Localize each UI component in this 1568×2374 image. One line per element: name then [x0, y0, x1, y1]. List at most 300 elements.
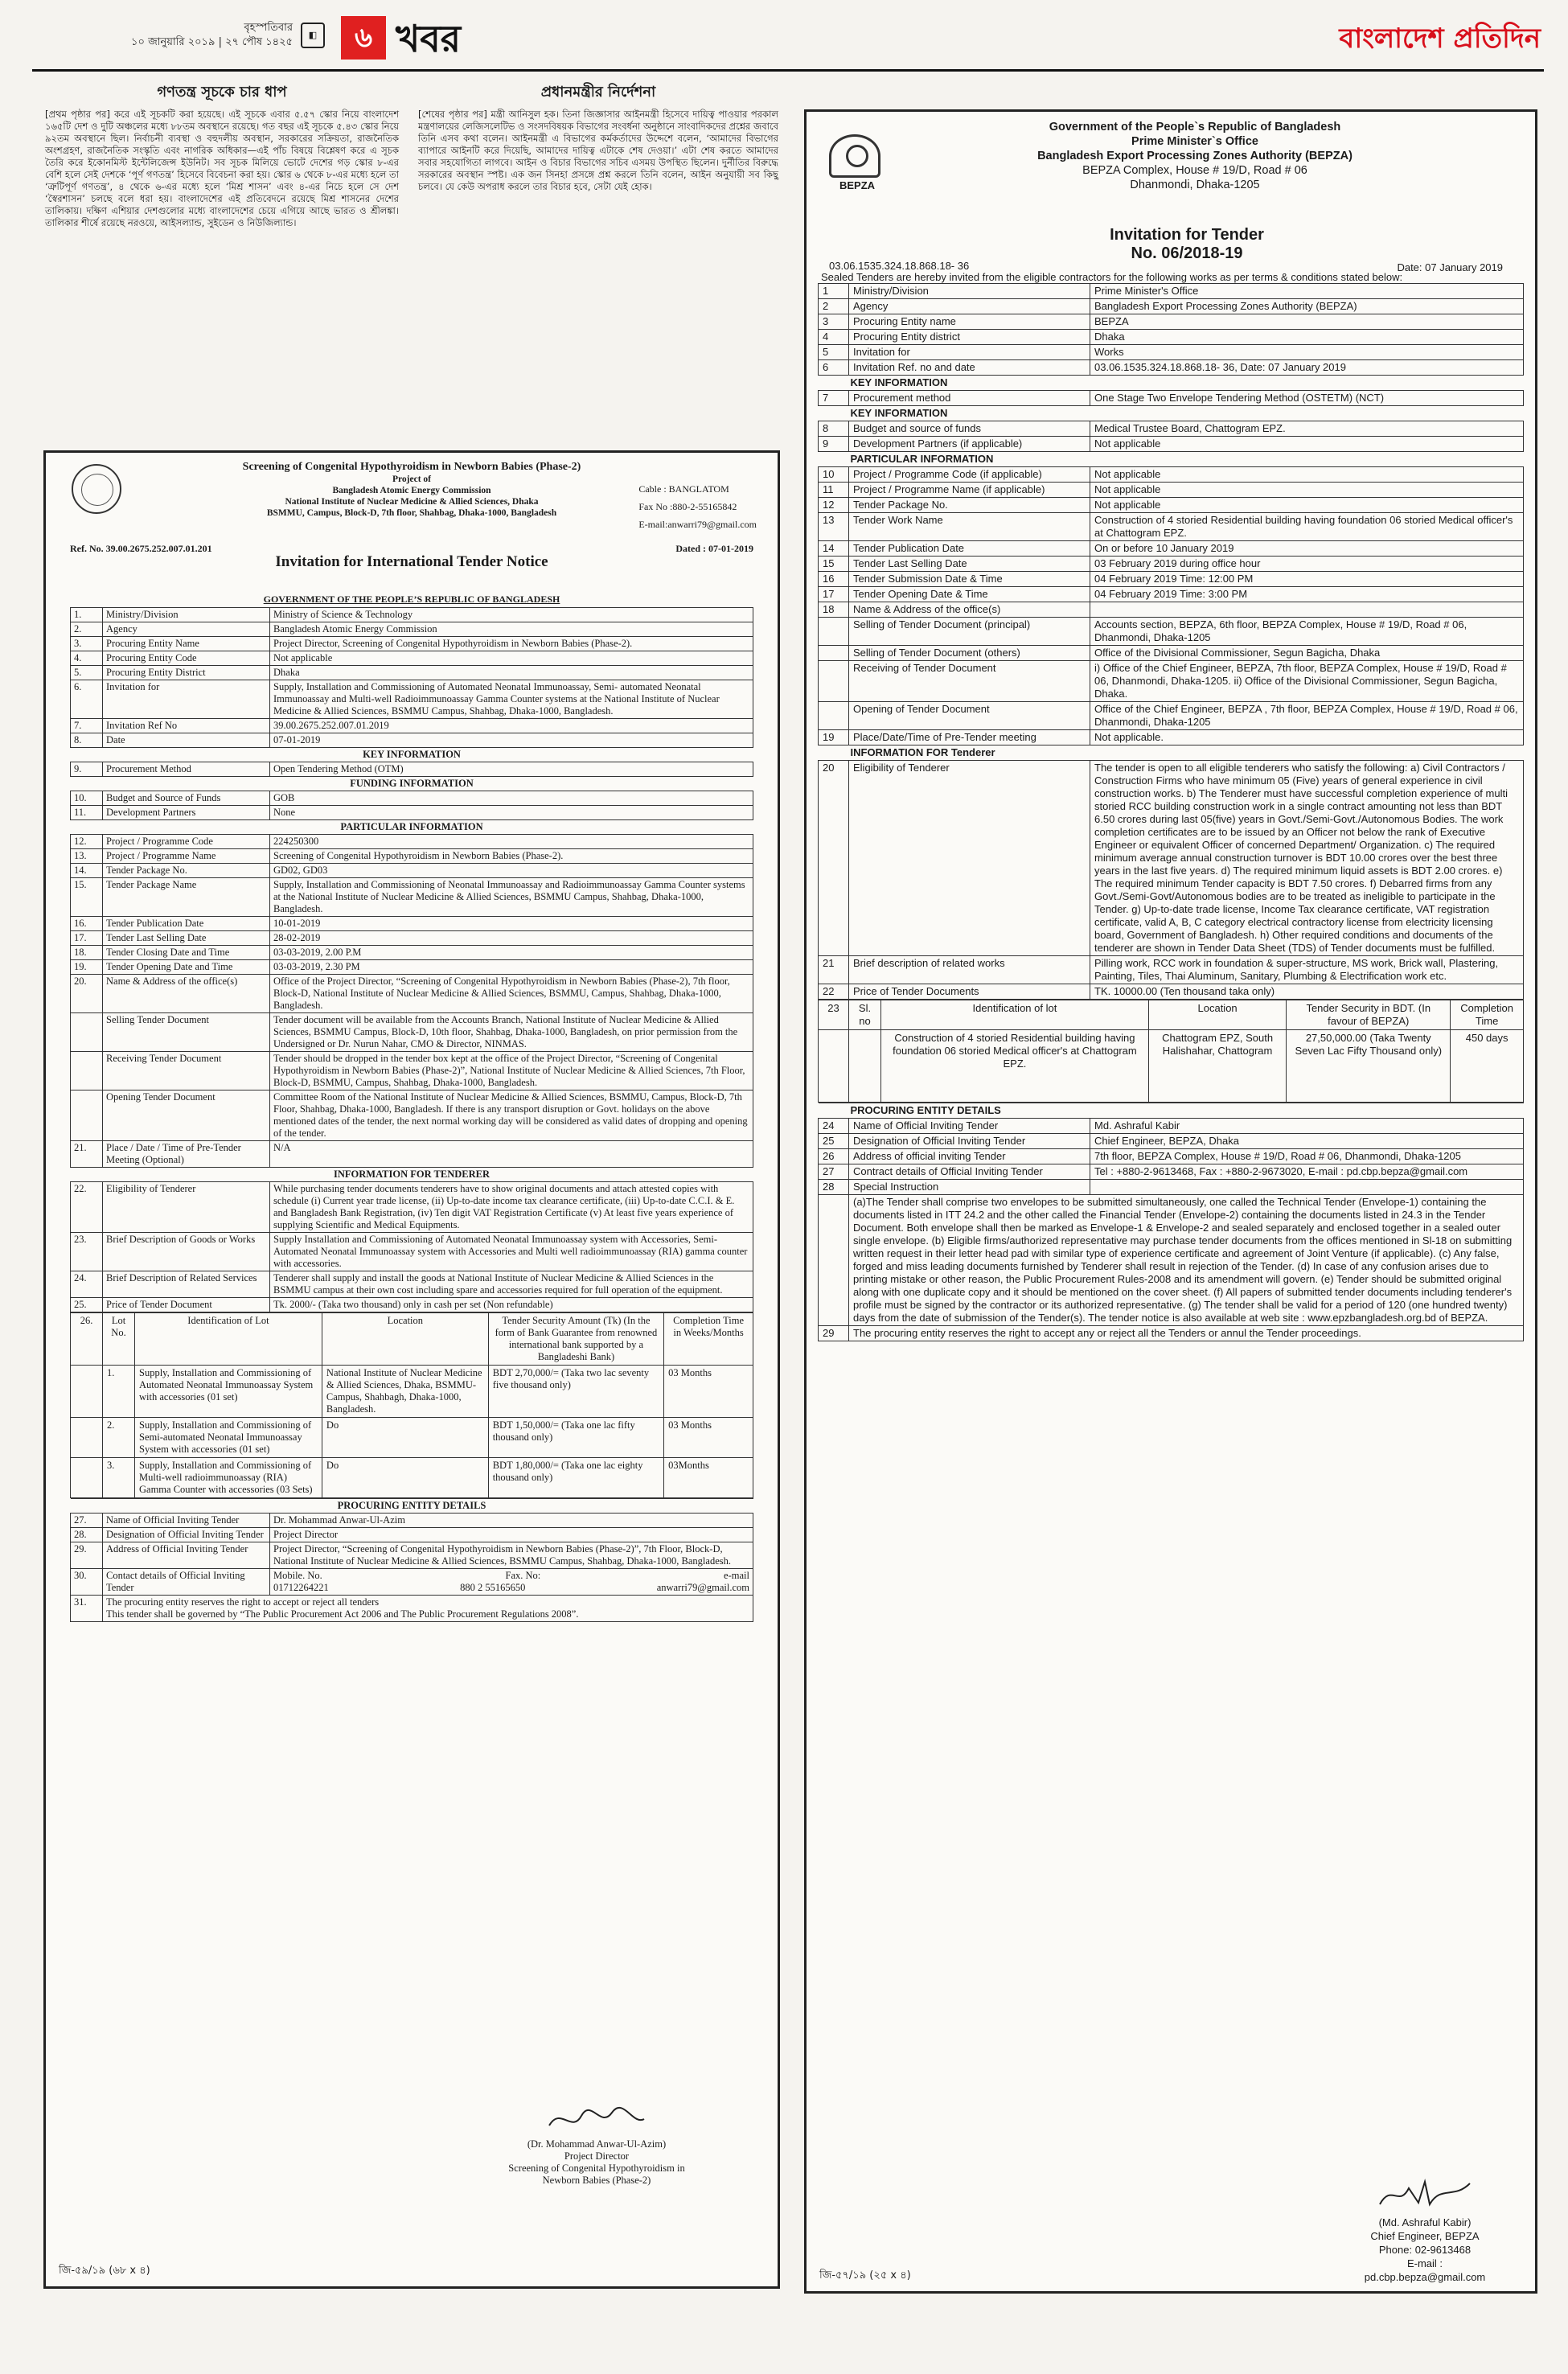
field-label: Eligibility of Tenderer [849, 761, 1090, 956]
table-row [71, 719, 753, 733]
section-heading: INFORMATION FOR Tenderer [819, 745, 1524, 761]
section-heading: PROCURING ENTITY DETAILS [819, 1103, 1524, 1119]
row-number [819, 618, 849, 646]
field-label: Selling of Tender Document (others) [849, 646, 1090, 661]
row-number: 17. [71, 931, 103, 946]
field-label: Project / Programme Name [103, 849, 270, 864]
lot-no: 3. [103, 1458, 135, 1498]
table-row [819, 702, 1524, 730]
special-instructions: (a)The Tender shall comprise two envelopes to be submitted simultaneously, one called the Technical Tender (Envelope-1) containing the documents listed in ITT 24.2 and the other called the Financial Tender (Envelope-2) containing the documents listed in 24.3 in the Tender Document. Both envelope shall then be marked as Envelope-1 & Envelope-2 and sealed separately and enclosed together in a sealed outer single envelope. (b) Eligible firms/authorized representative may purchase tender documents from the offices mentioned in Sl-18 on submitting written request in their letter head pad with similar type of experience certificate and agreement of Joint Venture (if applicable). (c) Any false, forged and miss leading documents furnished by Tenderer shall result in rejection of the Tender. (d) In case of any confusion arises due to printing mistake or other reason, the Public Procurement Rules-2008 and its amendment will govern. (e) Tender should be submitted original along with one duplicate copy and it should be mentioned on the cover sheet. (f) All papers of submitted tender documents including tenderer's profile must be signed by the contractor or its authorized representative. (g) The tender shall be valid for a period of 120 (one hundred twenty) days from the date of submission of the Tender(s). The tender notice is also available at web site : www.epzbangladesh.org.bd of BEPZA. [849, 1195, 1524, 1326]
lot-row [819, 1030, 1524, 1103]
field-value: 03-03-2019, 2.30 PM [270, 960, 753, 975]
date-label: ১০ জানুয়ারি ২০১৯ | ২৭ পৌষ ১৪২৫ [131, 36, 293, 48]
row-number: 16. [71, 917, 103, 931]
field-label: Tender Closing Date and Time [103, 946, 270, 960]
field-value: Tenderer shall supply and install the goods at National Institute of Nuclear Medicine & Allied Sciences in the BSMMU campus at their own cost including spare and accessories required for full operation of the equipment. [270, 1271, 753, 1298]
table-row [71, 960, 753, 975]
table-row [819, 602, 1524, 618]
row-number: 3. [71, 637, 103, 651]
field-label: Selling Tender Document [103, 1013, 270, 1052]
field-value: Bangladesh Atomic Energy Commission [270, 622, 753, 637]
table-row [819, 452, 1524, 467]
lot-no: 1. [103, 1366, 135, 1418]
lot-spacer [849, 1030, 881, 1103]
table-row [819, 345, 1524, 360]
lot-id: Supply, Installation and Commissioning of Semi-automated Neonatal Immunoassay System with accessories (01 set) [135, 1418, 322, 1458]
field-value: Office of the Chief Engineer, BEPZA , 7th floor, BEPZA Complex, House # 19/D, Road # 06, Dhanmondi, Dhaka-1205 [1090, 702, 1524, 730]
field-value: Construction of 4 storied Residential building having foundation 06 storied Medical officer's at Chattogram EPZ. [1090, 513, 1524, 541]
section-heading: KEY INFORMATION [819, 406, 1524, 421]
lot-id: Supply, Installation and Commissioning of Multi-well radioimmunoassay (RIA) Gamma Counter with accessories (03 Sets) [135, 1458, 322, 1498]
field-value: Prime Minister's Office [1090, 284, 1524, 299]
tender-info-table [818, 283, 1524, 1000]
story-headline: প্রধানমন্ত্রীর নির্দেশনা [540, 84, 656, 101]
column-header: Tender Security in BDT. (In favour of BEPZA) [1287, 1000, 1451, 1030]
field-label: Tender Opening Date and Time [103, 960, 270, 975]
section-heading: INFORMATION FOR TENDERER [71, 1168, 753, 1182]
field-value: None [270, 806, 753, 820]
field-value [1090, 1180, 1524, 1195]
header-line: Project of [392, 474, 431, 484]
row-number: 19 [819, 730, 849, 745]
row-number: 10. [71, 791, 103, 806]
row-number: 18 [819, 602, 849, 618]
field-label: Invitation Ref No [103, 719, 270, 733]
field-label: Tender Last Selling Date [103, 931, 270, 946]
field-value: Chief Engineer, BEPZA, Dhaka [1090, 1134, 1524, 1149]
field-label: Tender Publication Date [849, 541, 1090, 557]
logo-text: BEPZA [839, 179, 876, 191]
notice-title: Invitation for Tender [1110, 226, 1264, 244]
table-row [71, 878, 753, 917]
table-row [819, 745, 1524, 761]
row-number: 4. [71, 651, 103, 666]
row-number: 10 [819, 467, 849, 483]
field-label: Contact details of Official Inviting Tender [103, 1569, 270, 1596]
field-label: Tender Package Name [103, 878, 270, 917]
mobile-label: Mobile. No. [273, 1570, 322, 1581]
field-value: The tender is open to all eligible tenderers who satisfy the following: a) Civil Contractors / Construction Firms who have minimum 05 (Five) years of general experience in civil construction works. b) The Tenderer must have successful completion experience of multi storied RCC building construction work in a single contract amounting not less than BDT 6.50 crores during last 05(five) years in Govt./Semi-Govt./Autonomous Bodies. The work completion certificates are to be issued by an Officer not below the rank of Executive Engineer or equivalent Officer of concerned Department/ Organization. c) The required minimum average annual construction turnover is BDT 10.00 crores over the best three years in the last five years. d) The required minimum liquid assets is BDT 2.00 crores. e) The required minimum Tender capacity is BDT 7.50 crores. f) Debarred firms from any Govt./Semi-Govt/Autonomous bodies are to be treated as ineligible to participate in the Tender. g) Up-to-date trade license, Income Tax clearance certificate, VAT registration certificate, valid A, B, C category electrical contractory license from electricity licensing board, Government of Bangladesh. h) Other required conditions and documents of the tenderer are shown in Tender Data Sheet (TDS) of Tender documents must be fulfilled. [1090, 761, 1524, 956]
field-label: Tender Work Name [849, 513, 1090, 541]
handwritten-signature [464, 2101, 729, 2138]
lot-header-row [71, 1313, 753, 1366]
lot-loc: National Institute of Nuclear Medicine & Allied Sciences, Dhaka, BSMMU-Campus, Shahbagh, Dhaka-1000, Bangladesh. [322, 1366, 488, 1418]
mobile-number: 01712264221 [273, 1582, 329, 1593]
signatory-title: Project Director [564, 2150, 630, 2162]
column-header: Completion Time in Weeks/Months [664, 1313, 753, 1366]
field-value: 7th floor, BEPZA Complex, House # 19/D, Road # 06, Dhanmondi, Dhaka-1205 [1090, 1149, 1524, 1164]
row-number: 12 [819, 498, 849, 513]
signatory-email: E-mail : pd.cbp.bepza@gmail.com [1364, 2257, 1486, 2283]
header-line: Bangladesh Export Processing Zones Authority (BEPZA) [1037, 150, 1353, 162]
field-label: Invitation for [849, 345, 1090, 360]
row-number [819, 646, 849, 661]
field-label: Ministry/Division [849, 284, 1090, 299]
row-number [819, 1195, 849, 1326]
table-row [71, 1052, 753, 1090]
row-number: 8 [819, 421, 849, 437]
lot-sec: BDT 1,50,000/= (Taka one lac fifty thousand only) [488, 1418, 663, 1458]
header-line: Prime Minister`s Office [1131, 135, 1258, 148]
field-value: Bangladesh Export Processing Zones Authority (BEPZA) [1090, 299, 1524, 314]
field-value: On or before 10 January 2019 [1090, 541, 1524, 557]
email-address: anwarri79@gmail.com [656, 1582, 749, 1593]
field-value: 04 February 2019 Time: 3:00 PM [1090, 587, 1524, 602]
masthead-tag-icon: ◧ [301, 23, 325, 48]
row-number: 28 [819, 1180, 849, 1195]
notice-number: No. 06/2018-19 [1131, 244, 1243, 262]
notice-title: Invitation for International Tender Notice [275, 553, 548, 570]
notice-date: Dated : 07-01-2019 [675, 543, 753, 554]
lot-spacer [819, 1030, 849, 1103]
field-value [1090, 602, 1524, 618]
field-value: One Stage Two Envelope Tendering Method (OSTETM) (NCT) [1090, 391, 1524, 406]
table-row [819, 646, 1524, 661]
page-number: ৬ [341, 16, 386, 60]
tender-notice-baec [43, 450, 780, 2289]
field-label: Price of Tender Documents [849, 984, 1090, 1000]
field-label: Designation of Official Inviting Tender [103, 1528, 270, 1542]
row-number: 4 [819, 330, 849, 345]
table-row [819, 1119, 1524, 1134]
table-row [819, 467, 1524, 483]
row-number: 2. [71, 622, 103, 637]
field-label: Procuring Entity Code [103, 651, 270, 666]
table-row [71, 637, 753, 651]
field-value: N/A [270, 1141, 753, 1168]
field-value: Md. Ashraful Kabir [1090, 1119, 1524, 1134]
table-row [71, 748, 753, 762]
field-label: Name of Official Inviting Tender [103, 1514, 270, 1528]
table-row [71, 1514, 753, 1528]
row-number [71, 1013, 103, 1052]
table-row [819, 572, 1524, 587]
field-label: Receiving of Tender Document [849, 661, 1090, 702]
field-label: Agency [103, 622, 270, 637]
table-row [71, 777, 753, 791]
field-label: Procurement method [849, 391, 1090, 406]
field-label: Tender Publication Date [103, 917, 270, 931]
row-number [819, 661, 849, 702]
field-value: 28-02-2019 [270, 931, 753, 946]
row-number [819, 702, 849, 730]
signature-block [464, 2101, 729, 2187]
field-label: Budget and Source of Funds [103, 791, 270, 806]
column-header: Sl. no [849, 1000, 881, 1030]
field-value: GD02, GD03 [270, 864, 753, 878]
table-row [71, 733, 753, 748]
fax-number: 880 2 55165650 [460, 1582, 526, 1593]
lot-time: 03Months [664, 1458, 753, 1498]
field-value: While purchasing tender documents tenderers have to show original documents and attach attested copies with schedule (i) Current year trade license, (ii) Up-to-date income tax clearance certificate, (iii) Up-to-date C.C.I. & E. and Bangladesh Bank Registration, (iv) Ten digit VAT Registration Certificate (v) At least five years experience of supplying Scientific and Medical Equipments. [270, 1182, 753, 1233]
field-label: Brief Description of Goods or Works [103, 1233, 270, 1271]
field-value: i) Office of the Chief Engineer, BEPZA, 7th floor, BEPZA Complex, House # 19/D, Road # 06, Dhanmondi, Dhaka-1205. ii) Office of the Divisional Commissioner, Segun Bagicha, Dhaka. [1090, 661, 1524, 702]
bepza-logo [829, 134, 885, 191]
field-value: Project Director [270, 1528, 753, 1542]
table-row [819, 956, 1524, 984]
table-row [71, 762, 753, 777]
lot-no: 2. [103, 1418, 135, 1458]
field-value: Dr. Mohammad Anwar-Ul-Azim [270, 1514, 753, 1528]
table-row [71, 1013, 753, 1052]
table-row [71, 835, 753, 849]
lot-time: 03 Months [664, 1366, 753, 1418]
table-row [819, 618, 1524, 646]
field-value: Dhaka [270, 666, 753, 680]
field-value: 07-01-2019 [270, 733, 753, 748]
signatory-project: Screening of Congenital Hypothyroidism in [508, 2162, 685, 2174]
handwritten-signature [1348, 2175, 1501, 2216]
table-row [71, 975, 753, 1013]
field-value: Supply, Installation and Commissioning of Automated Neonatal Immunoassay, Semi- automated Neonatal Immunoassay and Multi-well Radioimmunoassay Gamma Counter systems at the National Institute of Nuclear Medicine & Allied Sciences, BSMMU Campus, Shahbag, Dhaka-1000, Bangladesh. [270, 680, 753, 719]
field-label: Project / Programme Code (if applicable) [849, 467, 1090, 483]
lot-loc: Do [322, 1418, 488, 1458]
field-value: Not applicable [1090, 483, 1524, 498]
government-heading: GOVERNMENT OF THE PEOPLE’S REPUBLIC OF BANGLADESH [263, 594, 560, 605]
row-number: 24 [819, 1119, 849, 1134]
field-label: Procuring Entity Name [103, 637, 270, 651]
field-label: Agency [849, 299, 1090, 314]
field-value: 04 February 2019 Time: 12:00 PM [1090, 572, 1524, 587]
row-number: 22. [71, 1182, 103, 1233]
row-number: 29 [819, 1326, 849, 1341]
masthead-rule [32, 69, 1544, 72]
newspaper-logo: বাংলাদেশ প্রতিদিন [1339, 23, 1541, 55]
row-number: 9 [819, 437, 849, 452]
column-header: Completion Time [1451, 1000, 1524, 1030]
lot-loc: Chattogram EPZ, South Halishahar, Chattogram [1148, 1030, 1286, 1103]
field-value: 39.00.2675.252.007.01.2019 [270, 719, 753, 733]
field-label: Tender Submission Date & Time [849, 572, 1090, 587]
lot-table [818, 1000, 1524, 1103]
table-row [71, 1528, 753, 1542]
lot-row [71, 1366, 753, 1418]
field-label: Name & Address of the office(s) [849, 602, 1090, 618]
table-row [819, 730, 1524, 745]
row-number: 12. [71, 835, 103, 849]
row-number: 29. [71, 1542, 103, 1569]
reference-number: Ref. No. 39.00.2675.252.007.01.201 [70, 543, 212, 554]
column-header: Identification of Lot [135, 1313, 322, 1366]
row-number: 7 [819, 391, 849, 406]
table-row [71, 864, 753, 878]
lot-row [71, 1418, 753, 1458]
field-label: Address of Official Inviting Tender [103, 1542, 270, 1569]
field-value: Medical Trustee Board, Chattogram EPZ. [1090, 421, 1524, 437]
field-value: Supply, Installation and Commissioning of Neonatal Immunoassay and Radioimmunoassay Gamma Counter systems at the National Institute of Nuclear Medicine & Allied Sciences, BSMMU Campus, Shahbag, Dhaka-1000, Bangladesh. [270, 878, 753, 917]
table-row [819, 483, 1524, 498]
issue-date [108, 21, 293, 50]
field-label: Budget and source of funds [849, 421, 1090, 437]
field-label: Special Instruction [849, 1180, 1090, 1195]
lot-id: Construction of 4 storied Residential building having foundation 06 storied Medical officer's at Chattogram EPZ. [881, 1030, 1149, 1103]
bepza-gear-icon [829, 134, 880, 178]
table-row [819, 1180, 1524, 1195]
news-story-2 [418, 76, 778, 193]
lot-time: 450 days [1451, 1030, 1524, 1103]
row-number: 20. [71, 975, 103, 1013]
field-label: Receiving Tender Document [103, 1052, 270, 1090]
field-label: Eligibility of Tenderer [103, 1182, 270, 1233]
email-label: e-mail [724, 1570, 749, 1581]
row-number: 11 [819, 483, 849, 498]
table-row [819, 557, 1524, 572]
lot-id: Supply, Installation and Commissioning of Automated Neonatal Immunoassay System with accessories (01 set) [135, 1366, 322, 1418]
story-body: [শেষের পৃষ্ঠার পর] মন্ত্রী আনিসুল হক। তিনা জিজ্ঞাসার আইনমন্ত্রী হিসেবে দায়িত্ব পাওয়ার পরকাল মন্ত্রণালয়ের লেজিসলেটিভ ও সংসদবিষয়ক বিভাগের সংবর্ধনা অনুষ্ঠানে সাংবাদিকদের প্রশ্নের জবাবে তিনি এসব কথা বলেন। আইনমন্ত্রী এ বিভাগের কর্মকর্তাদের উদ্দেশে বলেন, ‘আমাদের বিভাগের ব্যাপারে আইনটি করে দিয়েছি, আমাদের দায়িত্ব এটাকে শেষ দেওয়া।’ এটা শেষ করতে আমাদের সবার সহযোগিতা লাগবে। আইন ও বিচার বিভাগের সচিব এসময় উপস্থিত ছিলেন। দুর্নীতির বিরুদ্ধে সরকারের অবস্থান স্পষ্ট। এক জন সিনহা প্রসঙ্গে প্রশ্ন করলে তিনি বলেন, আইন অনুযায়ী সব কিছু চলবে। যে কেউ অপরাধ করলে তার বিচার হবে, সেটা যেই হোক। [418, 109, 778, 192]
row-number: 1 [819, 284, 849, 299]
field-value: Open Tendering Method (OTM) [270, 762, 753, 777]
field-label: Selling of Tender Document (principal) [849, 618, 1090, 646]
table-row [71, 608, 753, 622]
contact-grid [270, 1569, 753, 1596]
story-headline: গণতন্ত্র সূচকে চার ধাপ [157, 84, 287, 101]
field-value: BEPZA [1090, 314, 1524, 330]
field-value: Screening of Congenital Hypothyroidism in Newborn Babies (Phase-2). [270, 849, 753, 864]
field-label: Invitation Ref. no and date [849, 360, 1090, 376]
section-heading: KEY INFORMATION [71, 748, 753, 762]
table-row [71, 917, 753, 931]
field-label: Opening Tender Document [103, 1090, 270, 1141]
ad-code: জি-৫৯/১৯ (৬৮ x ৪) [59, 2265, 150, 2277]
field-value: 03 February 2019 during office hour [1090, 557, 1524, 572]
field-value: Not applicable [1090, 498, 1524, 513]
lot-sec: BDT 2,70,000/= (Taka two lac seventy five thousand only) [488, 1366, 663, 1418]
table-row [819, 1326, 1524, 1341]
baec-seal-icon [72, 464, 121, 514]
field-value: Tender document will be available from the Accounts Branch, National Institute of Nuclear Medicine & Allied Sciences, BSMMU Campus, Block-D, 10th floor, Shahbag, Dhaka-1000, Bangladesh, on prior permission from the Undersigned or Dr. Nurun Nahar, CMO & Director, NINMAS. [270, 1013, 753, 1052]
section-heading: PARTICULAR INFORMATION [819, 452, 1524, 467]
field-value: Committee Room of the National Institute of Nuclear Medicine & Allied Sciences, BSMMU, Campus, Block-D, 7th Floor, Shahbag, Dhaka-1000, Bangladesh. If there is any transport disruption or Govt. holidays on the above mentioned dates of the tender, the next normal working day will be considered as valid dates of dropping and opening of the tender. [270, 1090, 753, 1141]
table-row [71, 1596, 753, 1622]
row-number: 21 [819, 956, 849, 984]
field-label: Tender Last Selling Date [849, 557, 1090, 572]
procuring-entity-table [818, 1103, 1524, 1341]
table-row [71, 946, 753, 960]
table-row [819, 391, 1524, 406]
fax-text: Fax No :880-2-55165842 [638, 501, 737, 512]
section-title: খবর [396, 17, 462, 60]
field-value: Office of the Divisional Commissioner, Segun Bagicha, Dhaka [1090, 646, 1524, 661]
row-number: 15. [71, 878, 103, 917]
row-number: 27. [71, 1514, 103, 1528]
header-line: National Institute of Nuclear Medicine & Allied Sciences, Dhaka [285, 497, 539, 507]
table-row [71, 1168, 753, 1182]
row-number: 26 [819, 1149, 849, 1164]
table-row [819, 984, 1524, 1000]
field-label: Project / Programme Name (if applicable) [849, 483, 1090, 498]
field-label: Brief Description of Related Services [103, 1271, 270, 1298]
row-number: 16 [819, 572, 849, 587]
field-label: Name of Official Inviting Tender [849, 1119, 1090, 1134]
field-label: Development Partners [103, 806, 270, 820]
row-number [71, 1052, 103, 1090]
header-line: BSMMU, Campus, Block-D, 7th floor, Shahbag, Dhaka-1000, Bangladesh [266, 508, 557, 518]
field-value: Pilling work, RCC work in foundation & super-structure, MS work, Brick wall, Plastering, Painting, Tiles, Thai Aluminum, Sanitary, Plumbing & Electrification work etc. [1090, 956, 1524, 984]
news-story-1 [45, 76, 399, 229]
table-row [71, 1090, 753, 1141]
field-label: Project / Programme Code [103, 835, 270, 849]
field-label: Price of Tender Document [103, 1298, 270, 1312]
table-row [819, 513, 1524, 541]
table-row [819, 314, 1524, 330]
table-row [71, 651, 753, 666]
table-row [819, 761, 1524, 956]
field-label: Place/Date/Time of Pre-Tender meeting [849, 730, 1090, 745]
field-value: Accounts section, BEPZA, 6th floor, BEPZA Complex, House # 19/D, Road # 06, Dhanmondi, Dhaka-1205 [1090, 618, 1524, 646]
field-label: Tender Package No. [849, 498, 1090, 513]
row-number: 17 [819, 587, 849, 602]
row-number: 22 [819, 984, 849, 1000]
field-value: Dhaka [1090, 330, 1524, 345]
field-value: Tel : +880-2-9613468, Fax : +880-2-9673020, E-mail : pd.cbp.bepza@gmail.com [1090, 1164, 1524, 1180]
header-line: Dhanmondi, Dhaka-1205 [1130, 179, 1260, 191]
field-value: Not applicable. [1090, 730, 1524, 745]
procuring-entity-table [70, 1498, 753, 1622]
field-label: Development Partners (if applicable) [849, 437, 1090, 452]
ad-code: জি-৫৭/১৯ (২৫ x ৪) [819, 2269, 911, 2282]
field-label: Ministry/Division [103, 608, 270, 622]
signatory-name: (Md. Ashraful Kabir) [1378, 2216, 1472, 2228]
field-value: 10-01-2019 [270, 917, 753, 931]
section-heading: PROCURING ENTITY DETAILS [71, 1499, 753, 1514]
table-row [71, 1141, 753, 1168]
table-row [71, 1271, 753, 1298]
lot-row [71, 1458, 753, 1498]
field-label: Address of official inviting Tender [849, 1149, 1090, 1164]
table-row [819, 587, 1524, 602]
fax-label: Fax. No: [505, 1570, 541, 1581]
column-header: 23 [819, 1000, 849, 1030]
field-value: The procuring entity reserves the right to accept any or reject all the Tenders or annul the Tender proceedings. [849, 1326, 1524, 1341]
lot-table [70, 1312, 753, 1498]
table-row [819, 421, 1524, 437]
table-row [71, 680, 753, 719]
table-row [71, 1233, 753, 1271]
lot-header-row [819, 1000, 1524, 1030]
field-value: Not applicable [1090, 467, 1524, 483]
field-value: Tender should be dropped in the tender box kept at the office of the Project Director, “Screening of Congenital Hypothyroidism in Newborn Babies (Phase-2)”, National Institute of Nuclear Medicine & Allied Sciences, 7th Floor, Block-D, BSMMU, Campus, Shahbag, Dhaka-1000, Bangladesh. [270, 1052, 753, 1090]
lot-sec: BDT 1,80,000/= (Taka one lac eighty thousand only) [488, 1458, 663, 1498]
field-value: Project Director, Screening of Congenital Hypothyroidism in Newborn Babies (Phase-2). [270, 637, 753, 651]
row-number: 5. [71, 666, 103, 680]
table-row [71, 791, 753, 806]
notice-date: Date: 07 January 2019 [1397, 261, 1503, 273]
table-row [71, 666, 753, 680]
signatory-project: Newborn Babies (Phase-2) [542, 2175, 651, 2186]
contact-row [71, 1569, 753, 1596]
table-row [71, 849, 753, 864]
field-value: TK. 10000.00 (Ten thousand taka only) [1090, 984, 1524, 1000]
row-number: 9. [71, 762, 103, 777]
tender-info-table [70, 607, 753, 1312]
table-row [819, 299, 1524, 314]
tender-notice-bepza [804, 109, 1537, 2294]
field-value: 224250300 [270, 835, 753, 849]
header-line: Government of the People`s Republic of Bangladesh [1049, 121, 1341, 133]
field-label: Place / Date / Time of Pre-Tender Meeting (Optional) [103, 1141, 270, 1168]
row-number: 21. [71, 1141, 103, 1168]
table-row [819, 284, 1524, 299]
contact-block [638, 480, 757, 533]
column-header: Lot No. [103, 1313, 135, 1366]
row-number: 25 [819, 1134, 849, 1149]
column-header: 26. [71, 1313, 103, 1366]
row-number: 28. [71, 1528, 103, 1542]
table-row [819, 360, 1524, 376]
table-row [71, 1542, 753, 1569]
lot-time: 03 Months [664, 1418, 753, 1458]
table-row [819, 330, 1524, 345]
